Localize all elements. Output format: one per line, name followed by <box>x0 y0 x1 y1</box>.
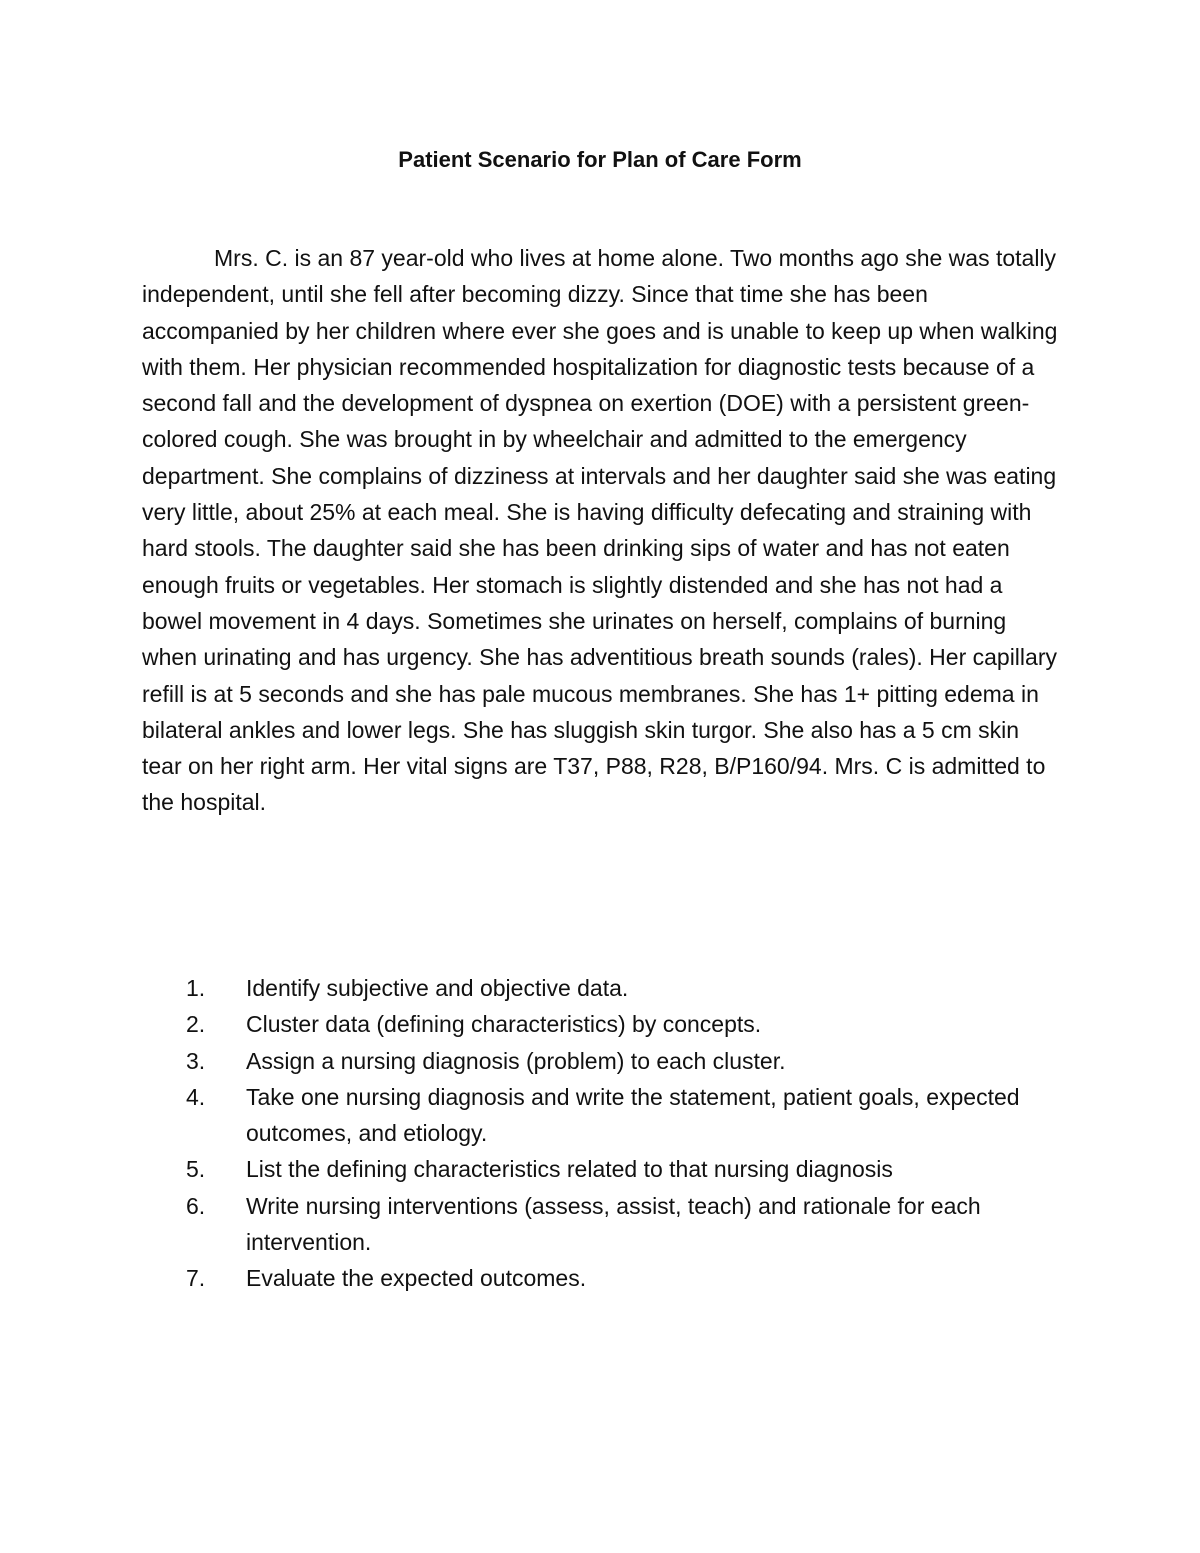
list-item-text: Cluster data (defining characteristics) by concepts. <box>246 1011 762 1038</box>
list-item-text: Identify subjective and objective data. <box>246 975 629 1001</box>
list-item <box>178 1079 1060 1152</box>
scenario-paragraph: Mrs. C. is an 87 year-old who lives at home alone. Two months ago she was totally independent, until she fell after becoming dizzy. Since that time she has been accompanied by her children where ever she goes and is unable to keep up when walking with them. Her physician recommended hospitalization for diagnostic tests because of a second fall and the development of dyspnea on exertion (DOE) with a persistent green-colored cough. She was brought in by wheelchair and admitted to the emergency department. She complains of dizziness at intervals and her daughter said she was eating very little, about 25% at each meal. She is having difficulty defecating and straining with hard stools. The daughter said she has been drinking sips of water and has not eaten enough fruits or vegetables. Her stomach is slightly distended and she has not had a bowel movement in 4 days. Sometimes she urinates on herself, complains of burning when urinating and has urgency. She has adventitious breath sounds (rales). Her capillary refill is at 5 seconds and she has pale mucous membranes. She has 1+ pitting edema in bilateral ankles and lower legs. She has sluggish skin turgor. She also has a 5 cm skin tear on her right arm. Her vital signs are T37, P88, R28, B/P160/94. Mrs. C is admitted to the hospital. <box>142 245 1058 816</box>
list-item <box>178 1188 1060 1261</box>
list-item-text: Take one nursing diagnosis and write the statement, patient goals, expected outcomes, and etiology. <box>246 1083 1020 1147</box>
list-item-number: 6. <box>186 1192 206 1219</box>
list-item-number: 2. <box>186 1011 206 1038</box>
list-item-number: 3. <box>186 1047 206 1074</box>
page-title: Patient Scenario for Plan of Care Form <box>398 147 802 172</box>
list-item-text: Evaluate the expected outcomes. <box>246 1265 587 1292</box>
list-item-number: 1. <box>186 975 206 1001</box>
list-item <box>178 1260 1060 1296</box>
list-item-text: List the defining characteristics related to that nursing diagnosis <box>246 1156 893 1183</box>
task-list <box>178 970 1060 1297</box>
list-item <box>178 1043 1060 1079</box>
list-item-number: 5. <box>186 1156 206 1183</box>
list-item-text: Assign a nursing diagnosis (problem) to each cluster. <box>246 1047 786 1074</box>
list-item-text: Write nursing interventions (assess, assist, teach) and rationale for each intervention. <box>246 1192 981 1256</box>
list-item <box>178 1006 1060 1042</box>
list-item <box>178 1151 1060 1187</box>
list-item <box>178 970 1060 1006</box>
list-item-number: 7. <box>186 1265 206 1292</box>
list-item-number: 4. <box>186 1083 206 1110</box>
